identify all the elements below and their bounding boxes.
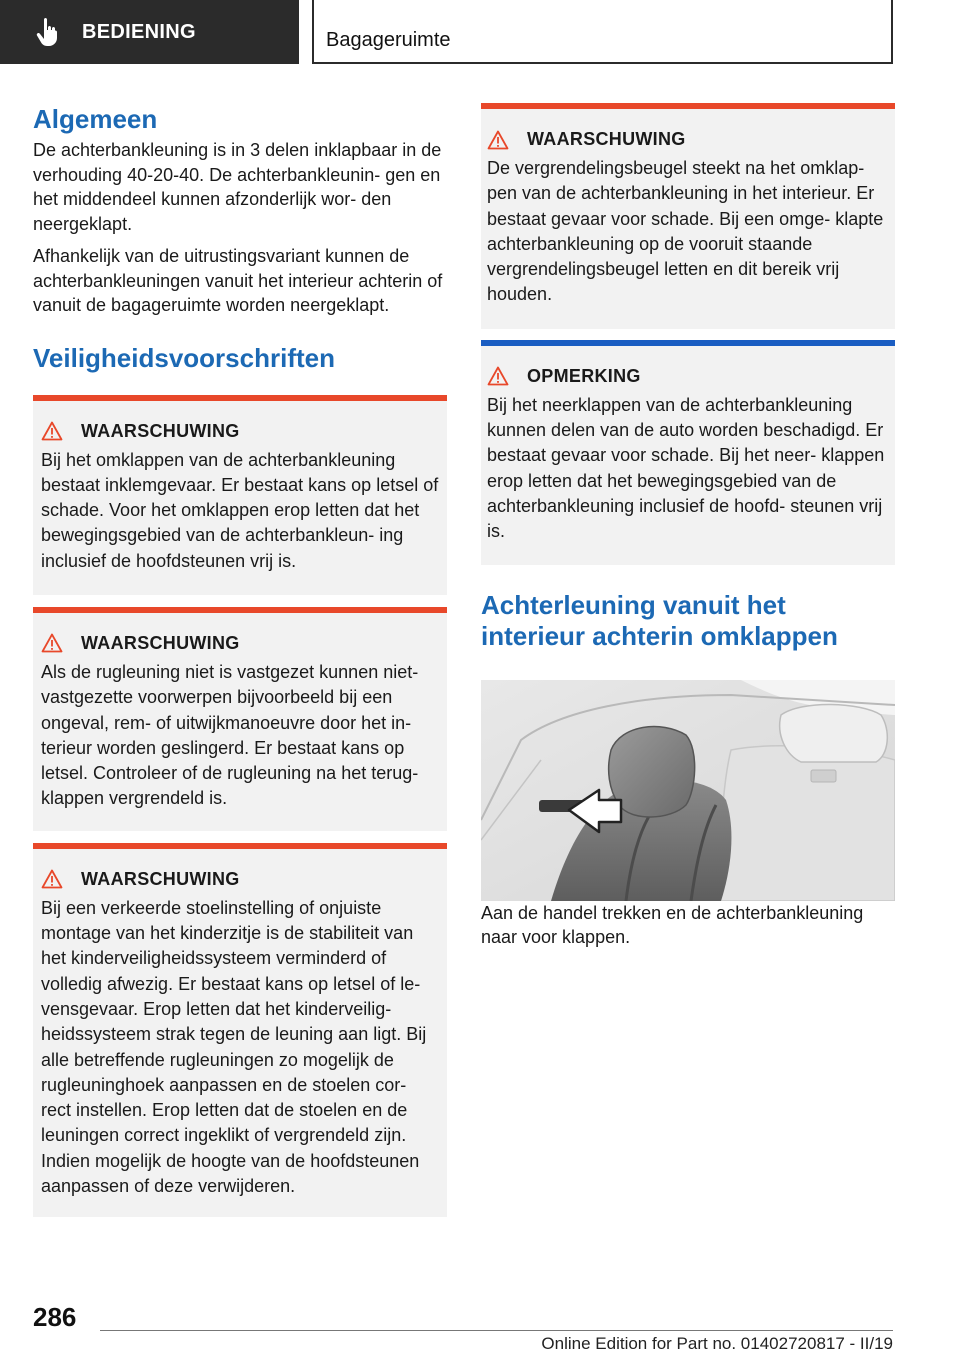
hand-pointer-icon — [36, 18, 60, 46]
warning-box-2 — [33, 607, 447, 831]
footer-divider — [100, 1330, 893, 1331]
page-footer — [0, 1290, 960, 1362]
heading-veiligheidsvoorschriften: Veiligheidsvoorschriften — [33, 342, 335, 373]
warning-triangle-icon — [41, 633, 63, 653]
chapter-label: BEDIENING — [82, 20, 196, 43]
chapter-tab[interactable] — [0, 0, 299, 64]
section-header — [312, 0, 893, 64]
note-triangle-icon — [487, 366, 509, 386]
left-column — [33, 100, 447, 1217]
warning-text: De vergrendelingsbeugel steekt na het omklap‑ pen van de achterbankleuning in het interieur. Er bestaat gevaar voor schade. Bij een omge‑ klapte achterbankleuning op de vooruit staande vergrendelingsbeugel letten en dit bereik vrij houden. — [487, 158, 884, 305]
warning-triangle-icon — [41, 869, 63, 889]
heading-line-1: Achterleuning vanuit het — [481, 589, 786, 620]
warning-box-header — [41, 869, 439, 890]
page-header — [0, 0, 960, 66]
warning-label: WAARSCHUWING — [81, 632, 240, 653]
warning-box-1 — [33, 395, 447, 595]
edition-text: Online Edition for Part no. 01402720817 - II/19 — [541, 1334, 893, 1353]
warning-box-4 — [481, 103, 895, 329]
warning-box-header — [487, 129, 889, 150]
warning-text: Als de rugleuning niet is vastgezet kunnen niet‑ vastgezette voorwerpen bijvoorbeeld bij een ongeval, rem‑ of uitwijkmanoeuvre door het in‑ terieur worden geslingerd. Er bestaat kans op letsel. Controleer of de rugleuning na het terug‑ klappen vergrendeld is. — [41, 661, 419, 809]
right-column — [481, 103, 895, 950]
warning-triangle-icon — [41, 421, 63, 441]
note-box — [481, 340, 895, 565]
note-box-header — [487, 366, 889, 387]
algemeen-paragraph-2: Afhankelijk van de uitrustingsvariant kunnen de achterbankleuningen vanuit het interieur achterin of vanuit de bagageruimte worden neergeklapt. — [33, 246, 443, 315]
warning-box-3 — [33, 843, 447, 1218]
warning-label: WAARSCHUWING — [81, 420, 240, 441]
rear-seat-illustration — [481, 680, 895, 901]
warning-label: WAARSCHUWING — [527, 129, 686, 149]
illustration-caption: Aan de handel trekken en de achterbankleuning naar voor klappen. — [481, 902, 864, 948]
note-text: Bij het neerklappen van de achterbankleuning kunnen delen van de auto worden beschadigd. Er bestaat gevaar voor schade. Bij het neer‑ klappen erop letten dat het bewegingsgebied van de achterbankleuning inclusief de hoofd‑ steunen vrij is. — [487, 394, 885, 542]
warning-box-header — [41, 633, 439, 654]
warning-label: WAARSCHUWING — [81, 868, 240, 889]
heading-algemeen: Algemeen — [33, 104, 158, 134]
warning-text: Bij het omklappen van de achterbankleuning bestaat inklemgevaar. Er bestaat kans op letsel of schade. Voor het omklappen erop letten dat het bewegingsgebied van de achterbankleun‑ ing inclusief de hoofdsteunen vrij is. — [41, 449, 439, 571]
note-label: OPMERKING — [527, 365, 641, 386]
page-number: 286 — [33, 1302, 77, 1332]
section-title: Bagageruimte — [326, 29, 451, 51]
heading-line-2: interieur achterin omklappen — [481, 620, 838, 651]
warning-box-header — [41, 421, 439, 442]
heading-achterleuning — [481, 590, 895, 652]
warning-triangle-icon — [487, 130, 509, 150]
warning-text: Bij een verkeerde stoelinstelling of onjuiste montage van het kinderzitje is de stabiliteit van het kinderveiligheidssysteem verminderd of volledig afwezig. Er bestaat kans op letsel of le‑ vensgevaar. Erop letten dat het kinderveilig‑ heidssysteem strak tegen de leuning aan ligt. Bij alle betreffende rugleuningen zo mogelijk de rugleuninghoek aanpassen en de stoelen cor‑ rect instellen. Erop letten dat de stoelen en de leuningen correct ingeklikt of vergrendeld zijn. Indien mogelijk de hoogte van de hoofdsteunen aanpassen of deze verwijderen. — [41, 897, 427, 1197]
algemeen-paragraph-1: De achterbankleuning is in 3 delen inklapbaar in de verhouding 40‑20‑40. De achterbankleunin‑ gen en het middendeel kunnen afzonderlijk wor‑ den neergeklapt. — [33, 140, 442, 234]
